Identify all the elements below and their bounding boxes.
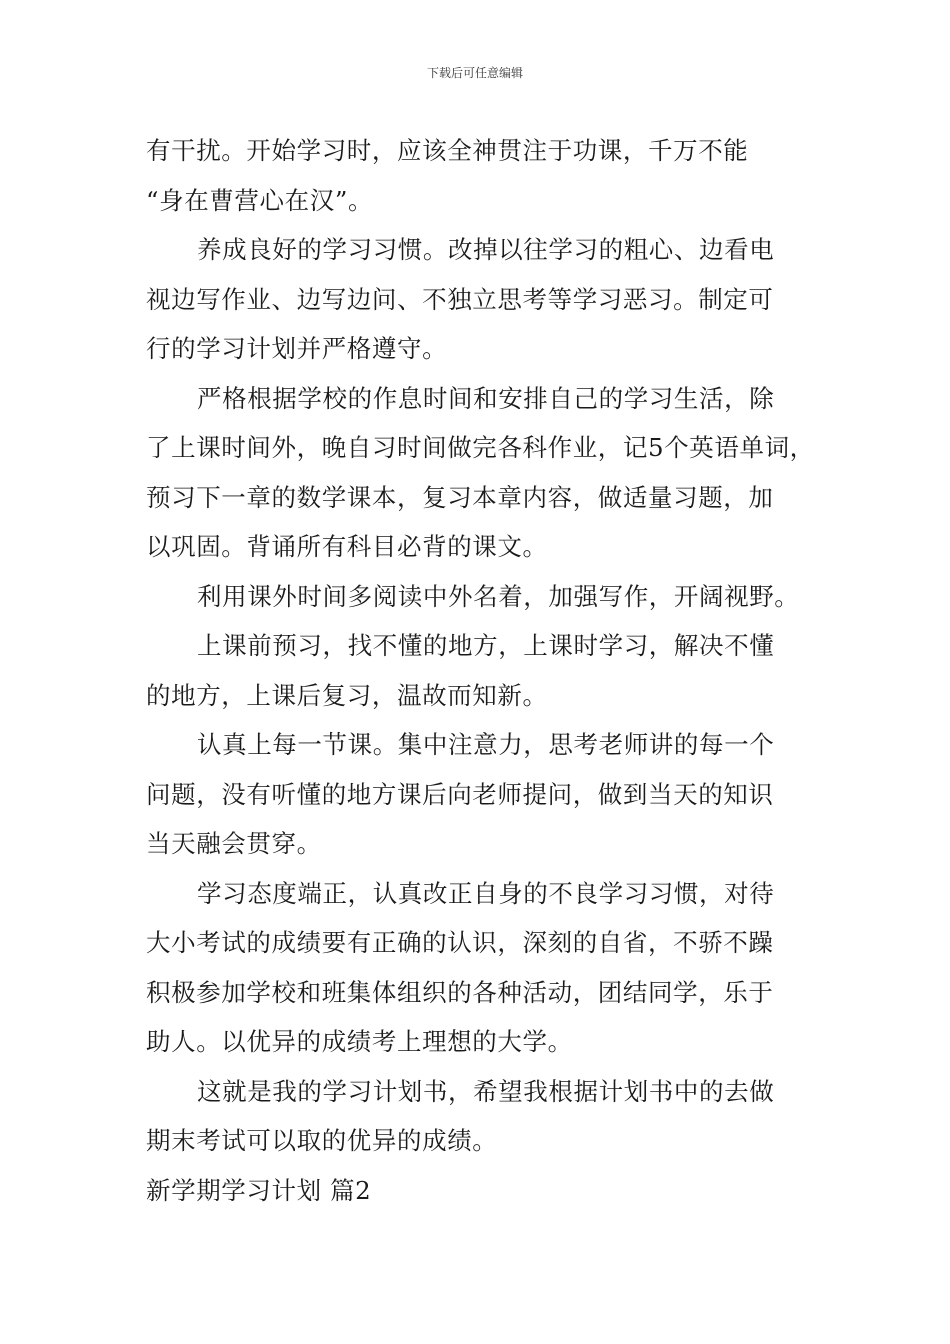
text-line: 预习下一章的数学课本，复习本章内容，做适量习题，加 <box>146 482 774 512</box>
text-line: 期末考试可以取的优异的成绩。 <box>146 1126 498 1155</box>
text-line: 问题，没有听懂的地方课后向老师提问，做到当天的知识 <box>146 779 774 809</box>
text-line: 当天融会贯穿。 <box>146 829 322 858</box>
text-line: “身在曹营心在汉”。 <box>146 185 374 215</box>
text-line: 的地方，上课后复习，温故而知新。 <box>146 680 548 710</box>
text-line: 学习态度端正，认真改正自身的不良学习习惯，对待 <box>197 878 775 908</box>
text-line: 积极参加学校和班集体组织的各种活动，团结同学，乐于 <box>146 977 774 1007</box>
text-line: 严格根据学校的作息时间和安排自己的学习生活，除 <box>197 383 775 413</box>
text-line: 养成良好的学习习惯。改掉以往学习的粗心、边看电 <box>197 235 775 264</box>
text-line: 视边写作业、边写边问、不独立思考等学习恶习。制定可 <box>146 284 774 314</box>
text-line: 大小考试的成绩要有正确的认识，深刻的自省，不骄不躁 <box>146 928 774 957</box>
text-line: 认真上每一节课。集中注意力，思考老师讲的每一个 <box>197 730 775 759</box>
text-line: 了上课时间外，晚自习时间做完各科作业，记5个英语单词， <box>146 433 815 462</box>
text-line: 利用课外时间多阅读中外名着，加强写作，开阔视野。 <box>197 581 800 611</box>
text-line: 上课前预习，找不懂的地方，上课时学习，解决不懂 <box>197 631 775 660</box>
document-body <box>146 126 826 1215</box>
text-line: 行的学习计划并严格遵守。 <box>146 334 448 363</box>
text-line: 以巩固。背诵所有科目必背的课文。 <box>146 532 548 561</box>
text-line: 这就是我的学习计划书，希望我根据计划书中的去做 <box>197 1076 775 1106</box>
text-line: 助人。以优异的成绩考上理想的大学。 <box>146 1027 573 1056</box>
text-line: 有干扰。开始学习时，应该全神贯注于功课，千万不能 <box>146 136 749 165</box>
page-header: 下载后可任意编辑 <box>426 66 523 80</box>
section-heading: 新学期学习计划 篇2 <box>146 1175 372 1205</box>
